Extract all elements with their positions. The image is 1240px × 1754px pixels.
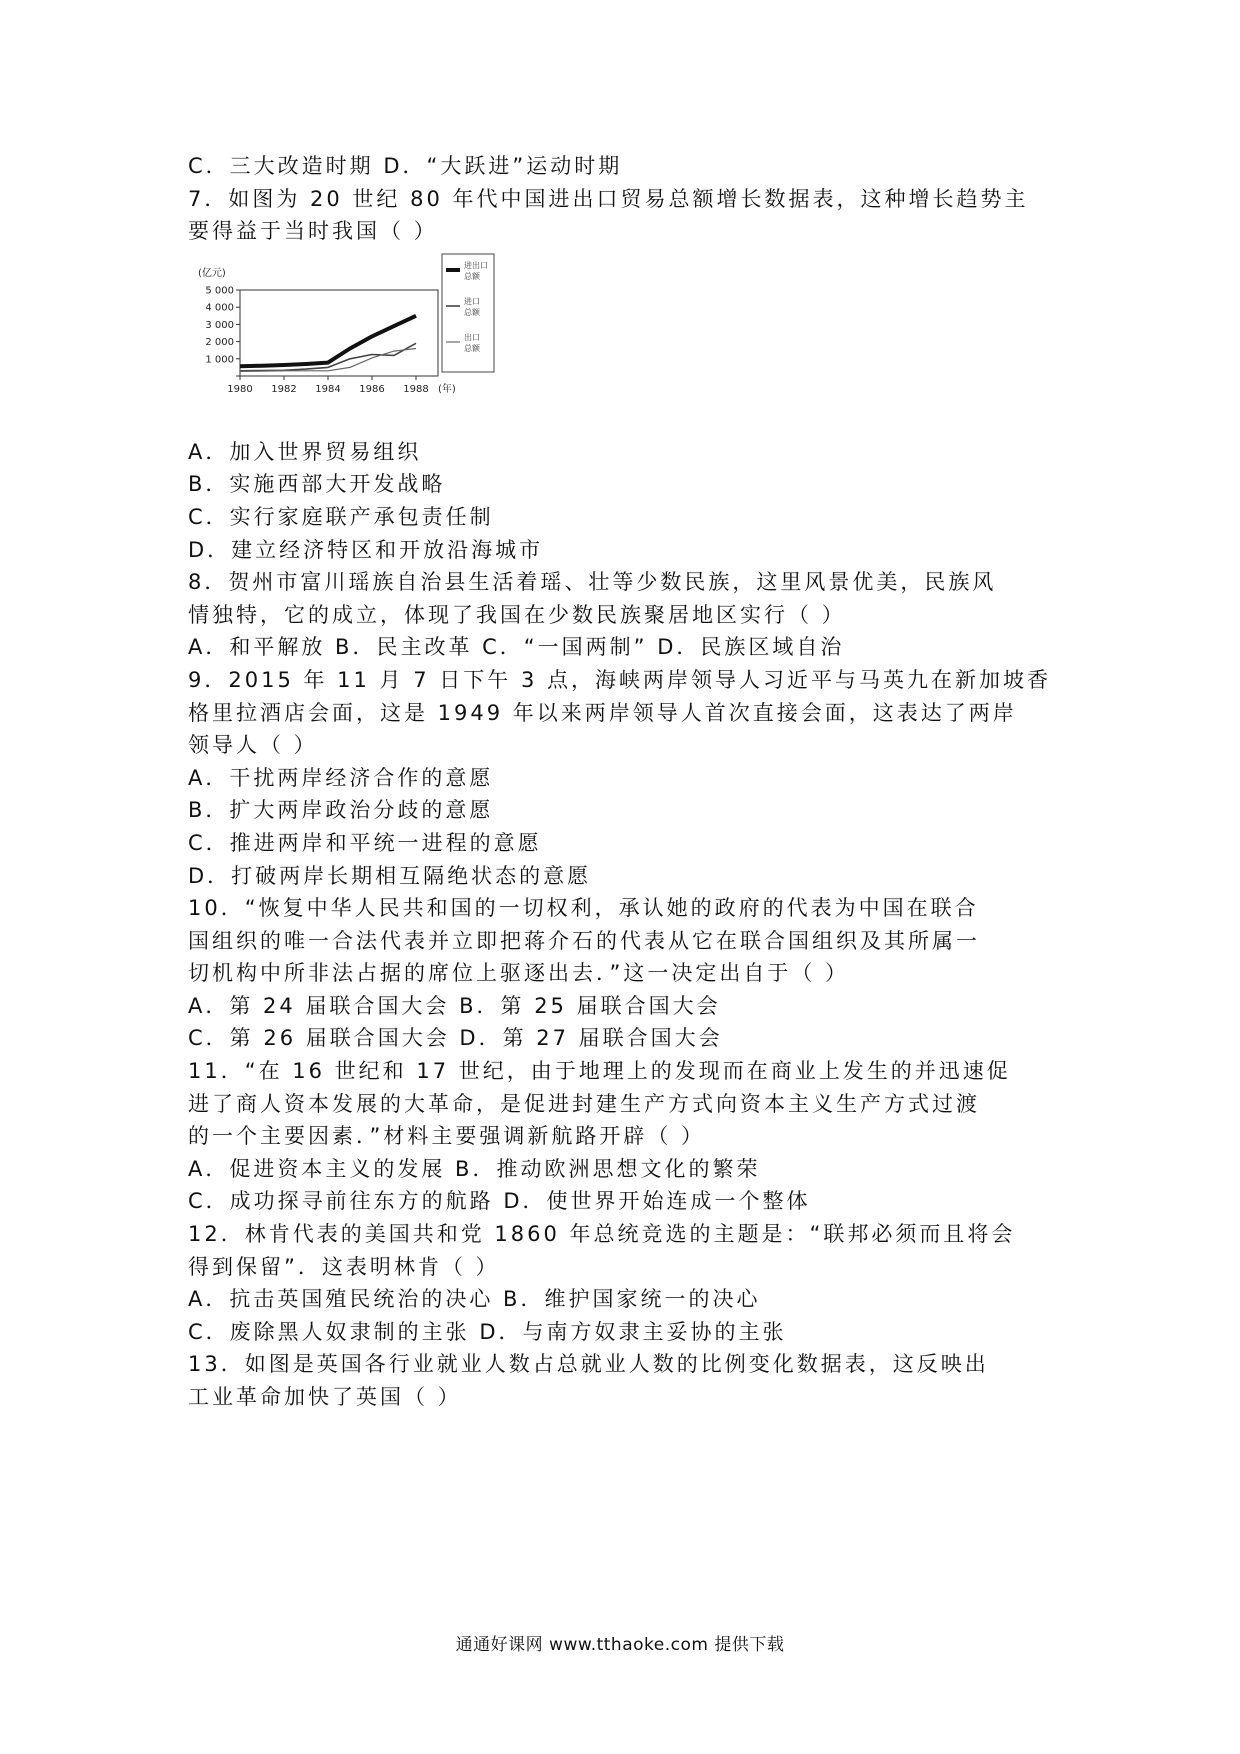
y-tick-label: 1 000 (205, 354, 234, 366)
text-line: 9．2015 年 11 月 7 日下午 3 点，海峡两岸领导人习近平与马英九在新加坡香 (188, 667, 1051, 692)
text-line: 国组织的唯一合法代表并立即把蒋介石的代表从它在联合国组织及其所属一 (188, 928, 980, 953)
text-line: 得到保留”．这表明林肯（ ） (188, 1254, 500, 1279)
x-tick-label: 1988 (403, 383, 429, 395)
x-tick-label: 1982 (271, 383, 297, 395)
text-line: B．实施西部大开发战略 (188, 472, 446, 497)
legend-label: 出口 (464, 332, 480, 342)
text-line: 进了商人资本发展的大革命，是促进封建生产方式向资本主义生产方式过渡 (188, 1091, 980, 1116)
text-line: B．扩大两岸政治分歧的意愿 (188, 798, 494, 823)
text-line: 领导人（ ） (188, 733, 318, 758)
text-line: C．废除黑人奴隶制的主张 D．与南方奴隶主妥协的主张 (188, 1319, 787, 1344)
x-tick-label: 1986 (359, 383, 385, 395)
text-line: 工业革命加快了英国（ ） (188, 1385, 462, 1409)
text-line: A．加入世界贸易组织 (188, 439, 422, 464)
text-block-before-chart (188, 150, 1068, 248)
y-tick-label: 2 000 (205, 336, 234, 348)
text-line: 切机构中所非法占据的席位上驱逐出去．”这一决定出自于（ ） (188, 961, 850, 986)
text-line: C．第 26 届联合国大会 D．第 27 届联合国大会 (188, 1026, 723, 1051)
legend-label: 总额 (464, 307, 480, 317)
x-axis-label: (年) (438, 383, 456, 395)
text-line: 8．贺州市富川瑶族自治县生活着瑶、壮等少数民族，这里风景优美，民族风 (188, 570, 997, 595)
legend-label: 总额 (464, 271, 480, 281)
text-line: 11．“在 16 世纪和 17 世纪，由于地理上的发现而在商业上发生的并迅速促 (188, 1059, 1011, 1084)
text-line: 的一个主要因素．”材料主要强调新航路开辟（ ） (188, 1124, 706, 1149)
text-line: C．三大改造时期 D．“大跃进”运动时期 (188, 154, 623, 178)
text-line: C．成功探寻前往东方的航路 D．使世界开始连成一个整体 (188, 1189, 811, 1214)
x-tick-label: 1980 (227, 383, 253, 395)
page-footer: 通通好课网 www.tthaoke.com 提供下载 (455, 1635, 785, 1655)
text-line: C．实行家庭联产承包责任制 (188, 504, 494, 529)
text-line: D．打破两岸长期相互隔绝状态的意愿 (188, 863, 592, 888)
question-content (188, 150, 1068, 1414)
text-line: 7．如图为 20 世纪 80 年代中国进出口贸易总额增长数据表，这种增长趋势主 (188, 186, 1029, 211)
text-line: A．干扰两岸经济合作的意愿 (188, 765, 494, 790)
text-line: A．第 24 届联合国大会 B．第 25 届联合国大会 (188, 993, 721, 1018)
text-line: 情独特，它的成立，体现了我国在少数民族聚居地区实行（ ） (188, 602, 846, 627)
y-tick-label: 4 000 (205, 302, 234, 314)
series-line-0 (240, 316, 416, 366)
text-line: 13．如图是英国各行业就业人数占总就业人数的比例变化数据表，这反映出 (188, 1352, 989, 1377)
text-line: 要得益于当时我国（ ） (188, 219, 438, 244)
legend-label: 进出口 (464, 260, 488, 270)
text-line: C．推进两岸和平统一进程的意愿 (188, 830, 542, 855)
text-block-after-chart (188, 436, 1068, 1414)
trade-chart-svg (188, 250, 508, 418)
text-line: A．促进资本主义的发展 B．推动欧洲思想文化的繁荣 (188, 1156, 761, 1181)
legend-label: 进口 (464, 296, 480, 306)
y-tick-label: 5 000 (205, 285, 234, 297)
text-line: 10．“恢复中华人民共和国的一切权利，承认她的政府的代表为中国在联合 (188, 896, 979, 921)
trade-chart (188, 250, 508, 418)
legend-label: 总额 (464, 343, 480, 353)
y-tick-label: 3 000 (205, 319, 234, 331)
text-line: A．和平解放 B．民主改革 C．“一国两制” D．民族区域自治 (188, 635, 845, 660)
y-axis-label: (亿元) (198, 267, 226, 279)
x-tick-label: 1984 (315, 383, 341, 395)
text-line: 格里拉酒店会面，这是 1949 年以来两岸领导人首次直接会面，这表达了两岸 (188, 700, 1017, 725)
text-line: A．抗击英国殖民统治的决心 B．维护国家统一的决心 (188, 1287, 761, 1312)
text-line: 12．林肯代表的美国共和党 1860 年总统竞选的主题是：“联邦必须而且将会 (188, 1222, 1016, 1247)
text-line: D．建立经济特区和开放沿海城市 (188, 537, 544, 562)
